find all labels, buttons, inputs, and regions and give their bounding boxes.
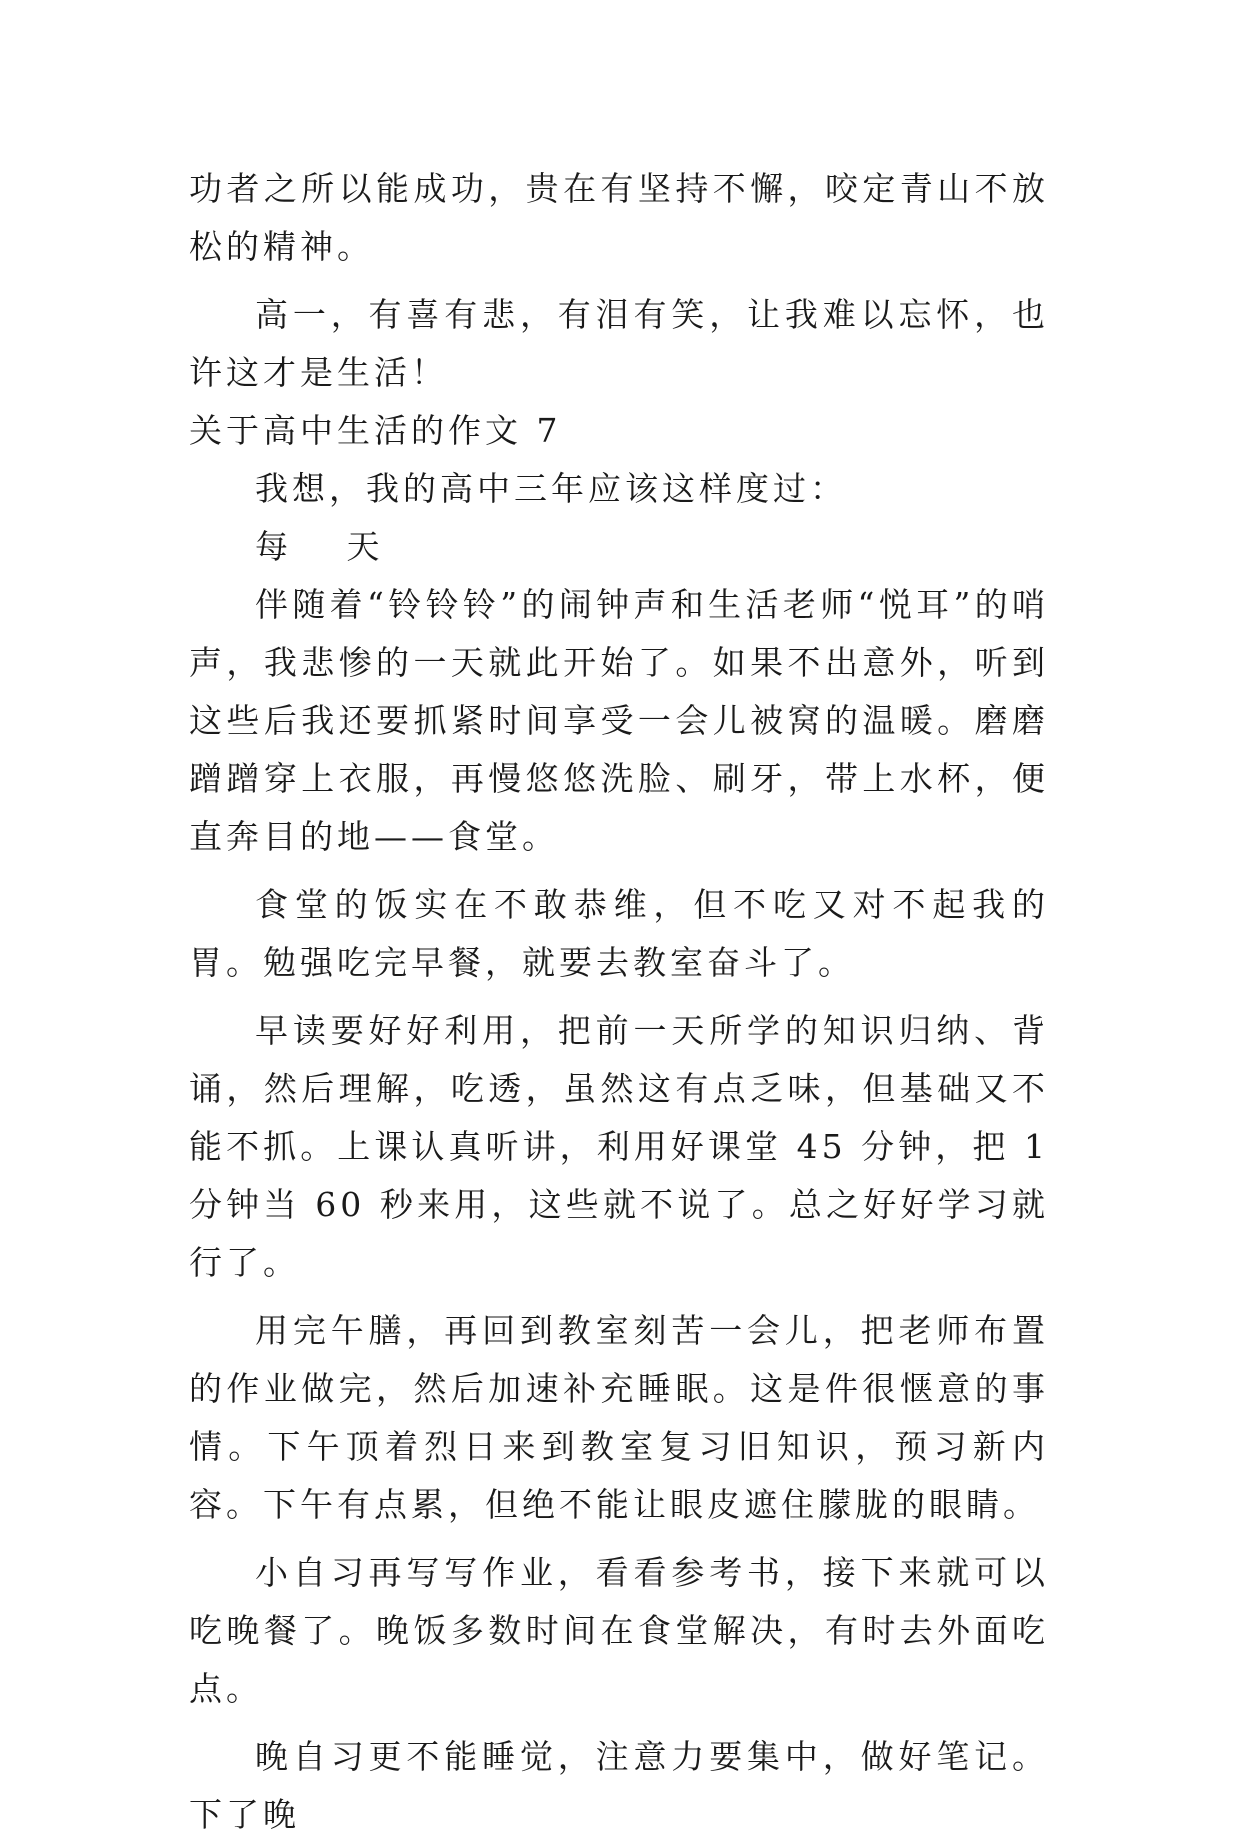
essay-body xyxy=(189,160,1049,1844)
paragraph: 我想，我的高中三年应该这样度过： xyxy=(255,469,847,508)
paragraph-subheading: 每 天 xyxy=(255,527,404,566)
paragraph: 小自习再写写作业，看看参考书，接下来就可以吃晚餐了。晚饭多数时间在食堂解决，有时去外面吃点。 xyxy=(189,1553,1049,1708)
paragraph: 伴随着“铃铃铃”的闹钟声和生活老师“悦耳”的哨声，我悲惨的一天就此开始了。如果不出意外，听到这些后我还要抓紧时间享受一会儿被窝的温暖。磨磨蹭蹭穿上衣服，再慢悠悠洗脸、刷牙，带上水杯，便直奔目的地——食堂。 xyxy=(189,585,1049,856)
paragraph: 早读要好好利用，把前一天所学的知识归纳、背诵，然后理解，吃透，虽然这有点乏味，但基础又不能不抓。上课认真听讲，利用好课堂 45 分钟，把 1 分钟当 60 秒来用，这些就不说了。总之好好学习就行了。 xyxy=(189,1011,1049,1282)
section-heading: 关于高中生活的作文 7 xyxy=(189,411,562,450)
paragraph: 晚自习更不能睡觉，注意力要集中，做好笔记。下了晚 xyxy=(189,1737,1049,1834)
paragraph-continuation: 功者之所以能成功，贵在有坚持不懈，咬定青山不放松的精神。 xyxy=(189,169,1049,266)
paragraph: 高一，有喜有悲，有泪有笑，让我难以忘怀，也许这才是生活！ xyxy=(189,295,1049,392)
paragraph: 食堂的饭实在不敢恭维，但不吃又对不起我的胃。勉强吃完早餐，就要去教室奋斗了。 xyxy=(189,885,1049,982)
paragraph: 用完午膳，再回到教室刻苦一会儿，把老师布置的作业做完，然后加速补充睡眠。这是件很惬意的事情。下午顶着烈日来到教室复习旧知识，预习新内容。下午有点累，但绝不能让眼皮遮住朦胧的眼睛。 xyxy=(189,1311,1049,1524)
